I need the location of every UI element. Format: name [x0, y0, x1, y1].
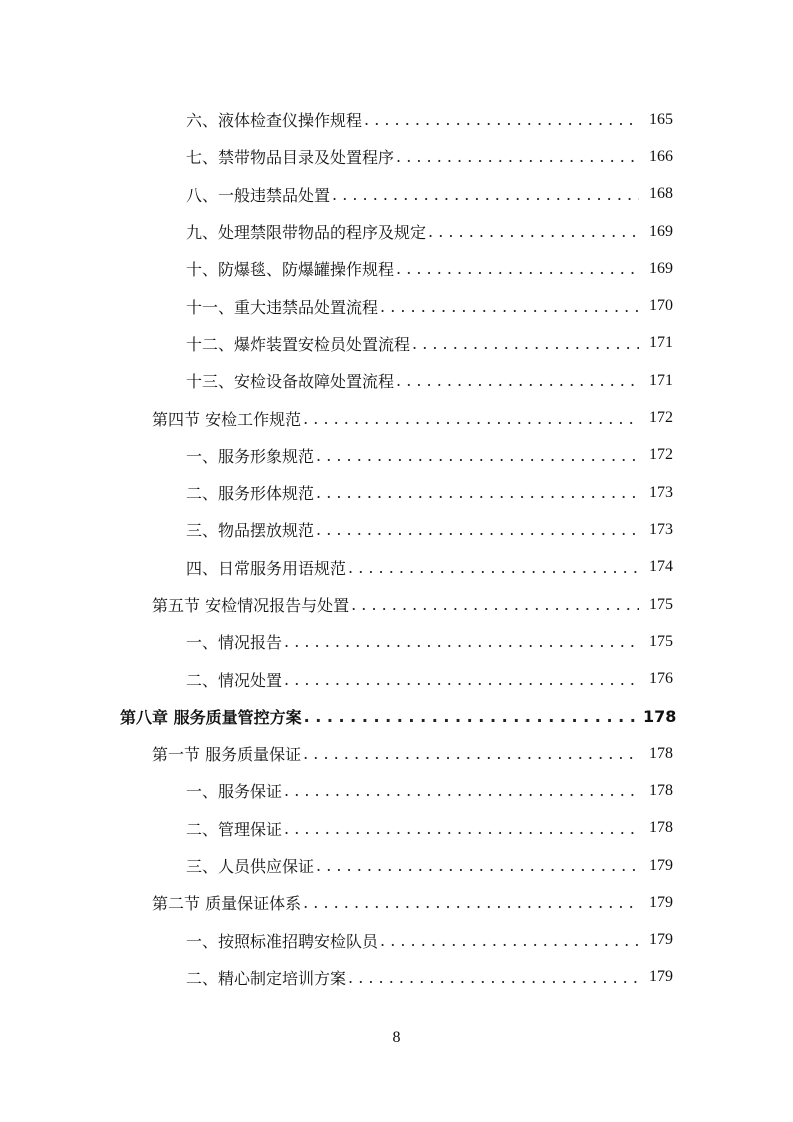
- toc-entry-page: 166: [649, 147, 673, 165]
- dot-leader: [303, 744, 639, 763]
- toc-entry-title: 二、情况处置: [186, 670, 283, 690]
- dot-leader: [348, 558, 639, 577]
- toc-entry-title: 十三、安检设备故障处置流程: [186, 372, 395, 392]
- toc-entry[interactable]: [0, 810, 793, 847]
- toc-entry-page: 165: [649, 110, 673, 128]
- toc-entry-page: 169: [649, 259, 673, 277]
- dot-leader: [284, 819, 639, 838]
- dot-leader: [380, 931, 639, 950]
- toc-entry-title: 一、服务形象规范: [186, 446, 315, 466]
- toc-entry-page: 170: [649, 297, 673, 315]
- toc-entry[interactable]: [0, 959, 793, 996]
- toc-entry[interactable]: [0, 250, 793, 287]
- toc-entry-page: 172: [649, 446, 673, 464]
- dot-leader: [316, 446, 639, 465]
- toc-entry-page: 169: [649, 222, 673, 240]
- toc-entry[interactable]: [0, 213, 793, 250]
- toc-entry[interactable]: [0, 325, 793, 362]
- toc-entry-title: 第一节 服务质量保证: [152, 745, 302, 765]
- toc-entry[interactable]: [0, 437, 793, 474]
- toc-entry-title: 十一、重大违禁品处置流程: [186, 297, 379, 317]
- toc-entry[interactable]: [0, 549, 793, 586]
- toc-entry-page: 171: [649, 371, 673, 389]
- toc-entry-title: 二、管理保证: [186, 819, 283, 839]
- toc-entry-title: 七、禁带物品目录及处置程序: [186, 148, 395, 168]
- toc-entry-title: 第四节 安检工作规范: [152, 409, 302, 429]
- toc-section-entry[interactable]: [0, 884, 793, 921]
- toc-entry[interactable]: [0, 623, 793, 660]
- toc-entry-page: 179: [649, 893, 673, 911]
- toc-entry-title: 六、液体检查仪操作规程: [186, 111, 363, 131]
- toc-entry-page: 178: [649, 819, 673, 837]
- toc-entry-title: 八、一般违禁品处置: [186, 185, 331, 205]
- toc-entry-title: 第八章 服务质量管控方案: [120, 707, 302, 727]
- toc-entry[interactable]: [0, 287, 793, 324]
- toc-entry-title: 三、人员供应保证: [186, 857, 315, 877]
- dot-leader: [396, 147, 639, 166]
- toc-entry-title: 一、情况报告: [186, 633, 283, 653]
- toc-entry[interactable]: [0, 101, 793, 138]
- dot-leader: [303, 893, 639, 912]
- toc-entry-title: 第五节 安检情况报告与处置: [152, 596, 350, 615]
- dot-leader: [284, 781, 639, 800]
- toc-entry-page: 179: [649, 856, 673, 874]
- dot-leader: [364, 110, 639, 129]
- dot-leader: [303, 409, 639, 428]
- dot-leader: [316, 856, 639, 875]
- dot-leader: [284, 632, 639, 651]
- toc-entry[interactable]: [0, 660, 793, 697]
- toc-entry[interactable]: [0, 474, 793, 511]
- toc-entry-title: 九、处理禁限带物品的程序及规定: [186, 223, 427, 243]
- toc-entry-page: 179: [649, 968, 673, 986]
- toc-entry-title: 第二节 质量保证体系: [152, 894, 302, 914]
- toc-section-entry[interactable]: [0, 399, 793, 436]
- dot-leader: [412, 334, 639, 353]
- toc-entry[interactable]: [0, 511, 793, 548]
- toc-entry-title: 二、精心制定培训方案: [186, 968, 347, 988]
- toc-entry-title: 十二、爆炸装置安检员处置流程: [186, 334, 411, 354]
- dot-leader: [348, 968, 639, 987]
- page-number: 8: [392, 1029, 401, 1046]
- toc-entry-page: 178: [643, 706, 677, 726]
- toc-chapter-entry[interactable]: [0, 698, 793, 735]
- dot-leader: [396, 259, 639, 278]
- toc-entry-title: 三、物品摆放规范: [186, 521, 315, 541]
- table-of-contents: [0, 101, 793, 996]
- toc-entry-page: 173: [649, 483, 673, 501]
- dot-leader: [316, 520, 639, 539]
- toc-entry[interactable]: [0, 922, 793, 959]
- toc-section-entry[interactable]: [0, 735, 793, 772]
- dot-leader: [351, 595, 639, 614]
- toc-entry-page: 174: [649, 558, 673, 576]
- toc-entry-page: 171: [649, 334, 673, 352]
- toc-entry-page: 176: [649, 670, 673, 688]
- toc-entry-title: 二、服务形体规范: [186, 484, 315, 504]
- toc-entry[interactable]: [0, 176, 793, 213]
- toc-entry-page: 173: [649, 520, 673, 538]
- toc-entry-page: 178: [649, 744, 673, 762]
- dot-leader: [316, 483, 639, 502]
- dot-leader: [380, 297, 639, 316]
- toc-entry-page: 172: [649, 409, 673, 427]
- toc-entry[interactable]: [0, 847, 793, 884]
- toc-entry-title: 一、服务保证: [186, 782, 283, 802]
- dot-leader: [396, 371, 639, 390]
- dot-leader: [284, 670, 639, 689]
- toc-entry[interactable]: [0, 138, 793, 175]
- dot-leader: [304, 707, 639, 726]
- toc-entry-title: 十、防爆毯、防爆罐操作规程: [186, 260, 395, 280]
- toc-entry-page: 179: [649, 931, 673, 949]
- toc-entry[interactable]: [0, 362, 793, 399]
- dot-leader: [332, 185, 639, 204]
- toc-section-entry[interactable]: [0, 586, 793, 623]
- toc-entry-page: 175: [649, 595, 673, 613]
- toc-entry-page: 175: [649, 632, 673, 650]
- toc-entry[interactable]: [0, 772, 793, 809]
- dot-leader: [428, 222, 639, 241]
- toc-entry-title: 一、按照标准招聘安检队员: [186, 931, 379, 951]
- toc-entry-page: 168: [649, 185, 673, 203]
- toc-entry-page: 178: [649, 781, 673, 799]
- toc-entry-title: 四、日常服务用语规范: [186, 558, 347, 578]
